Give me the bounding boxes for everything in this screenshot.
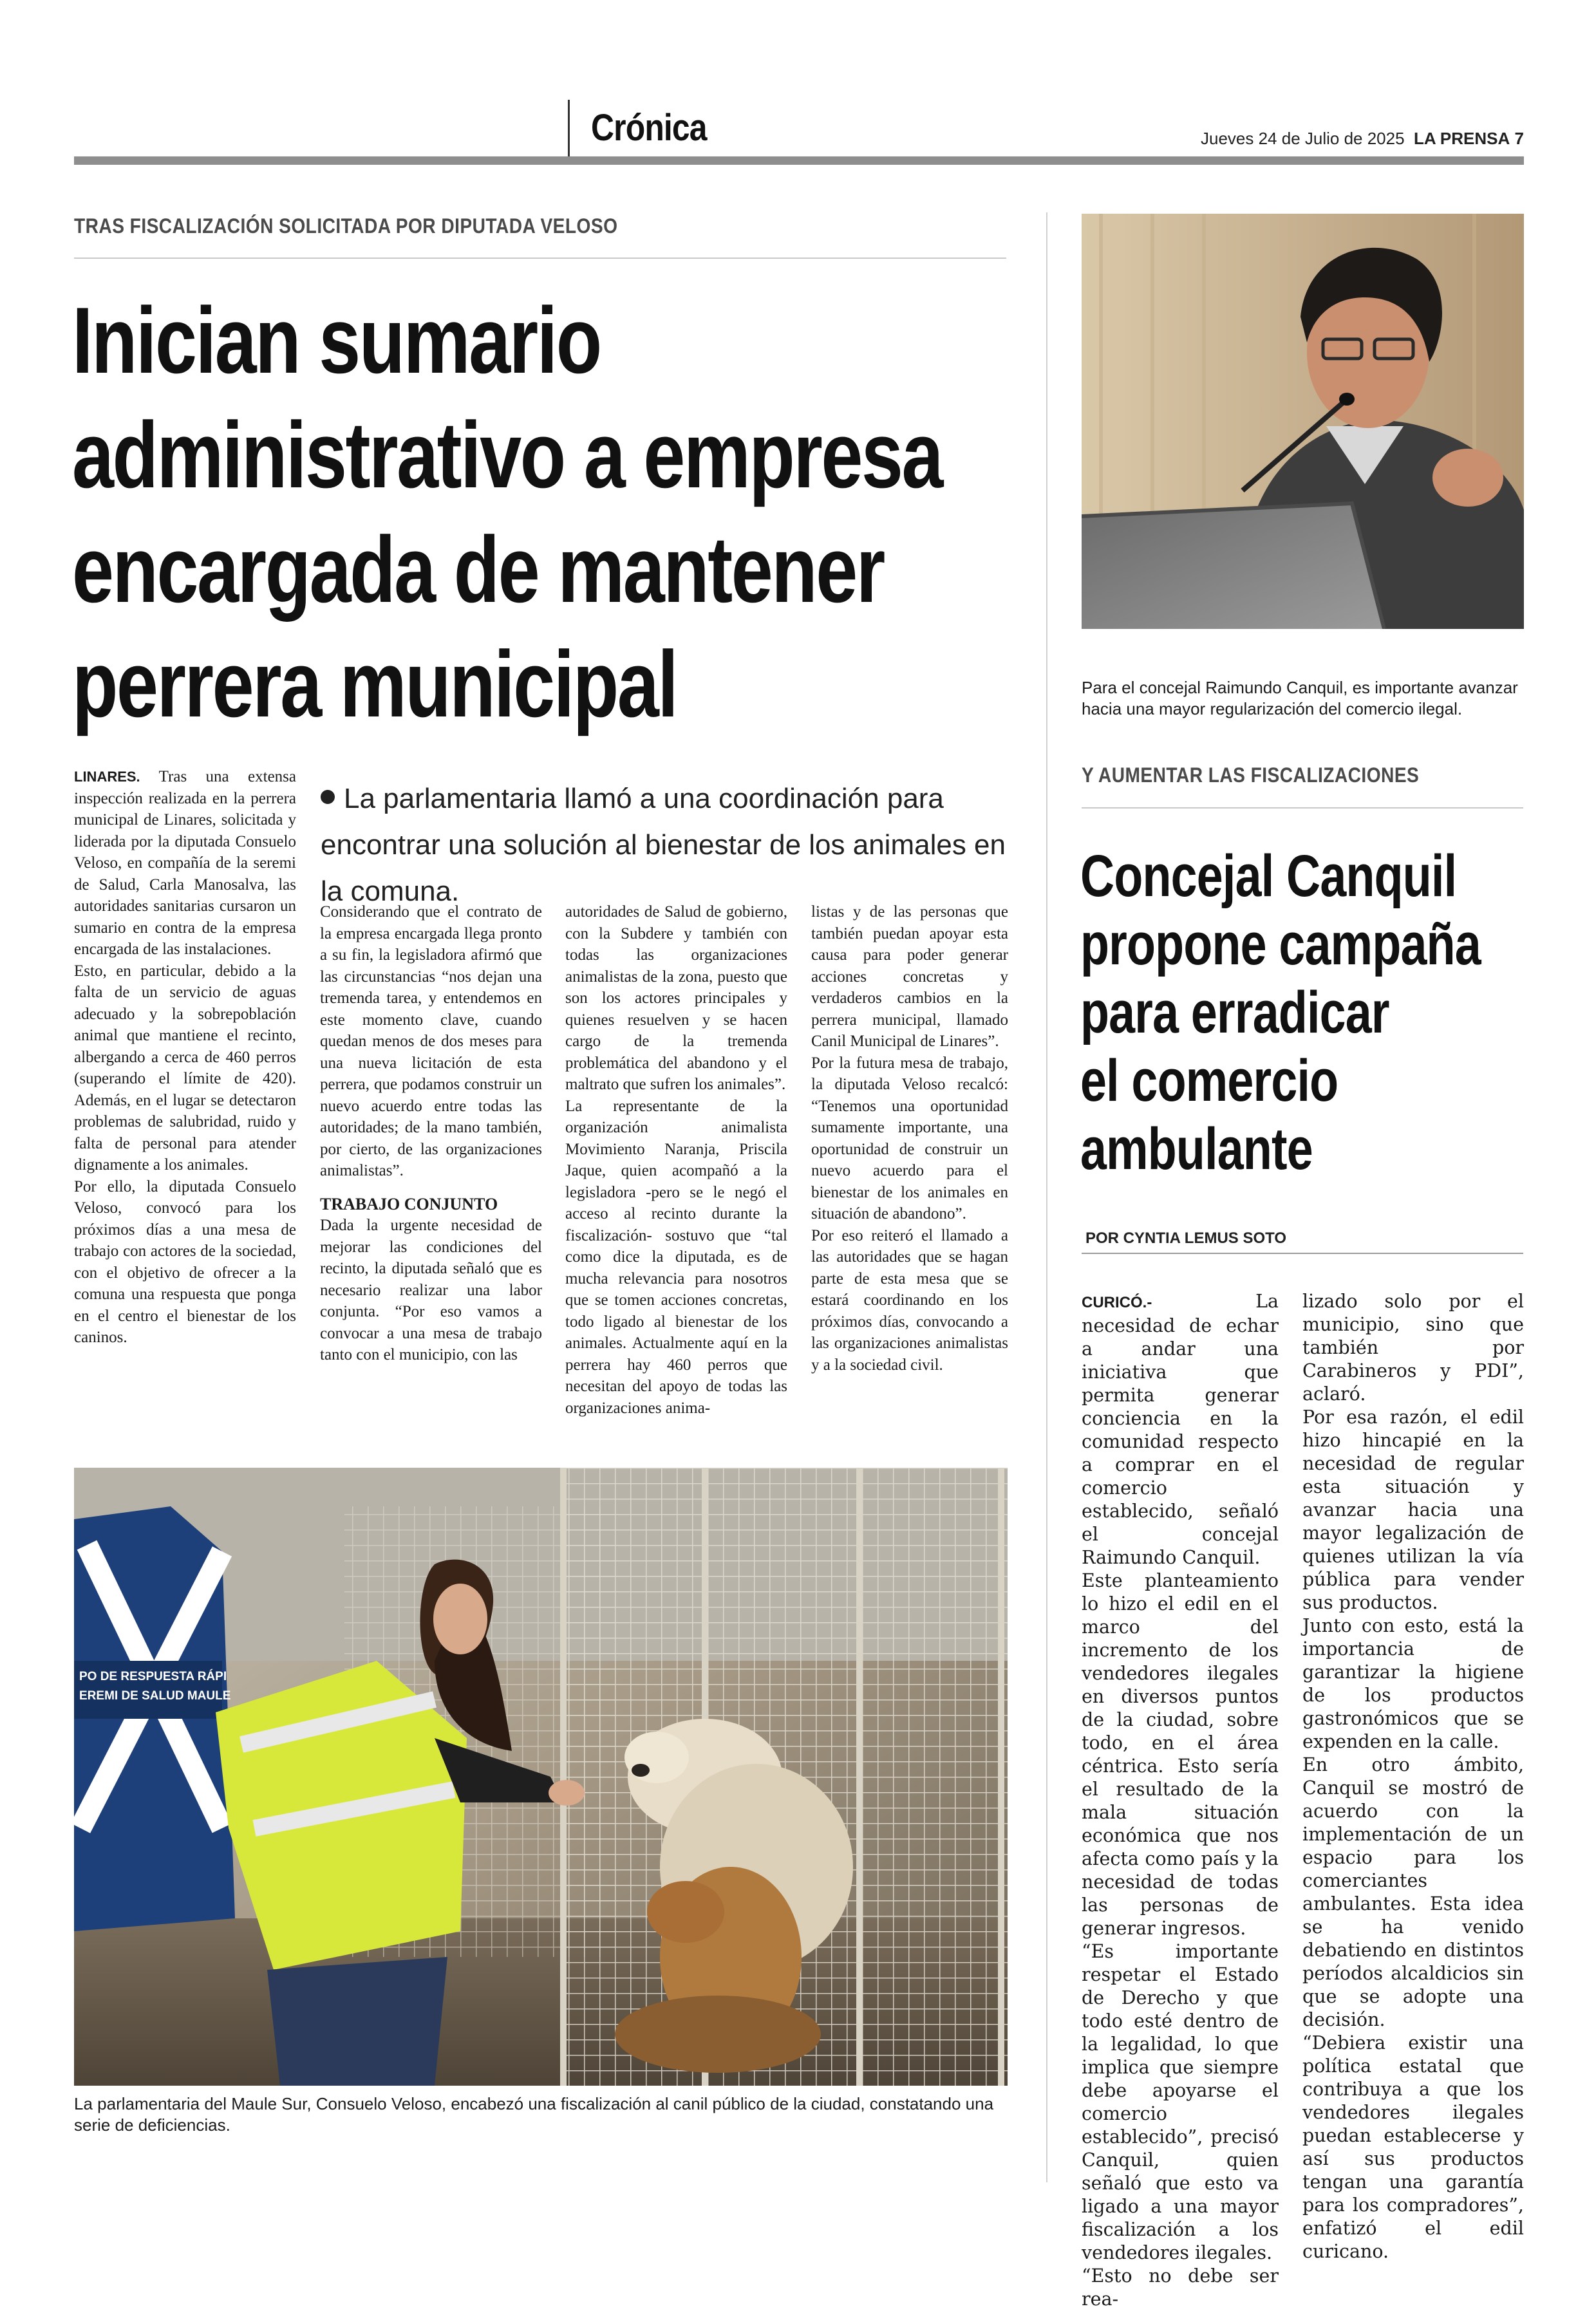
- main-column-1: [74, 766, 296, 1349]
- main-column-4: [811, 901, 1008, 1376]
- page-number: 7: [1514, 129, 1524, 148]
- headline-line: Inician sumario: [72, 288, 601, 393]
- paragraph: listas y de las personas que también puedan apoyar esta causa para poder generar acciones concretas y verdaderos cambios en la perrera municipal, llamado Canil Municipal de Linares”.: [811, 903, 1008, 1050]
- headline-line: administrativo a empresa: [72, 402, 943, 507]
- paragraph: Por ello, la diputada Consuelo Veloso, convocó para los próximos días a una mesa de trabajo con actores de la sociedad, con el objetivo de ofrecer a la comuna una respuesta que ponga en el centro el bienestar de los caninos.: [74, 1177, 296, 1346]
- kicker-rule: [74, 257, 1006, 259]
- side-column-2: [1302, 1290, 1524, 2263]
- main-photo-caption: La parlamentaria del Maule Sur, Consuelo Veloso, encabezó una fiscalización al canil público de la ciudad, constatando una serie de deficiencias.: [74, 2094, 994, 2135]
- side-column-1: [1082, 1290, 1279, 2311]
- headline-line: para erradicar: [1080, 980, 1389, 1045]
- paragraph: “Debiera existir una política estatal que contribuya a que los vendedores ilegales puedan establecerse y así sus productos tengan una garantía para los compradores”, enfatizó el edil curicano.: [1302, 2032, 1524, 2262]
- dateline: CURICÓ.-: [1082, 1294, 1152, 1311]
- column-divider: [1046, 212, 1047, 2182]
- side-photo-caption: Para el concejal Raimundo Canquil, es importante avanzar hacia una mayor regularización del comercio ilegal.: [1082, 678, 1518, 718]
- date-text: Jueves 24 de Julio de 2025: [1200, 129, 1405, 148]
- header-rule: [74, 156, 1524, 165]
- headline-line: encargada de mantener: [72, 517, 884, 622]
- side-headline: [1080, 842, 1581, 1183]
- main-column-3: [565, 901, 787, 1419]
- svg-text:EREMI DE SALUD MAULE: EREMI DE SALUD MAULE: [79, 1689, 231, 1703]
- byline: POR CYNTIA LEMUS SOTO: [1085, 1230, 1287, 1247]
- paragraph: LINARES. Tras una extensa inspección realizada en la perrera municipal de Linares, solicitada y liderada por la diputada Consuelo Veloso, en compañía de la seremi de Salud, Carla Manosalva, las autoridades sanitarias cursaron un sumario en contra de la empresa encargada de las instalaciones.: [74, 768, 296, 958]
- vest-text: PO DE RESPUESTA RÁPI: [79, 1670, 227, 1683]
- date-line: [1201, 129, 1524, 149]
- section-title: Crónica: [591, 107, 707, 149]
- paragraph: autoridades de Salud de gobierno, con la Subdere y también con todas las organizaciones animalistas de la zona, puesto que son los actores principales y quienes resuelven y se hacen cargo de la tremenda problemática del abandono y el maltrato que sufren los animales”.: [565, 903, 787, 1093]
- header-divider: [568, 100, 570, 161]
- paragraph: Considerando que el contrato de la empresa encargada llega pronto a su fin, la legisladora afirmó que las circunstancias “nos dejan una tremenda tarea, y entendemos en este momento clave, cuando quedan menos de dos meses para una nueva licitación de esta perrera, que podamos construir un nuevo acuerdo entre todas las autoridades; de la mano también, por cierto, de las organizaciones animalistas”.: [320, 903, 542, 1179]
- paper-name: LA PRENSA: [1414, 129, 1510, 148]
- headline-line: propone campaña: [1080, 912, 1481, 977]
- headline-line: Concejal Canquil: [1080, 843, 1457, 909]
- main-headline: [72, 283, 1159, 742]
- headline-line: ambulante: [1080, 1116, 1313, 1182]
- subheading: TRABAJO CONJUNTO: [320, 1194, 498, 1213]
- main-column-2: [320, 901, 542, 1366]
- summary-bullet: [321, 776, 1009, 915]
- paragraph: “Es importante respetar el Estado de Derecho y que todo esté dentro de la legalidad, lo que implica que siempre debe apoyarse el comercio establecido”, precisó Canquil, quien señaló que esto va ligado a una mayor fiscalización a los vendedores ilegales.: [1082, 1941, 1279, 2263]
- bullet-text: La parlamentaria llamó a una coordinación para encontrar una solución al bienestar de los animales en la comuna.: [321, 783, 1006, 907]
- councilor-photo: [1082, 214, 1524, 629]
- paragraph: “Esto no debe ser rea-: [1082, 2265, 1279, 2310]
- paragraph: Por eso reiteró el llamado a las autoridades que se hagan parte de esta mesa que se estará coordinando en los próximos días, convocando a las organizaciones animalistas y a la sociedad civil.: [811, 1226, 1008, 1374]
- kennel-photo: [74, 1468, 1008, 2086]
- bullet-icon: [321, 790, 335, 804]
- paragraph: Esto, en particular, debido a la falta de un servicio de aguas adecuado y la sobrepoblación animal que mantiene el recinto, albergando a cerca de 460 perros (superando el límite de 420). Además, en el lugar se detectaron problemas de salubridad, ruido y falta de personal para atender dignamente a los animales.: [74, 962, 296, 1174]
- paragraph: CURICÓ.- La necesidad de echar a andar una iniciativa que permita generar conciencia en la comunidad respecto a comprar en el comercio establecido, señaló el concejal Raimundo Canquil.: [1082, 1291, 1279, 1568]
- paragraph: Dada la urgente necesidad de mejorar las condiciones del recinto, la diputada señaló que es necesario realizar una labor conjunta. “Por eso vamos a convocar a una mesa de trabajo tanto con el municipio, con las: [320, 1217, 542, 1363]
- dateline: LINARES.: [74, 769, 140, 785]
- paragraph: Por la futura mesa de trabajo, la diputada Veloso recalcó: “Tenemos una oportunidad sumamente importante, una oportunidad de construir un nuevo acuerdo para el bienestar de los animales en situación de abandono”.: [811, 1054, 1008, 1222]
- main-kicker: TRAS FISCALIZACIÓN SOLICITADA POR DIPUTADA VELOSO: [74, 214, 618, 238]
- paragraph: La representante de la organización animalista Movimiento Naranja, Priscila Jaque, quien acompañó a la legisladora -pero se le negó el acceso al recinto durante la fiscalización- sostuvo que “tal como dice la diputada, es de mucha relevancia para nosotros que se tomen acciones concretas, todo ligado al bienestar de los animales. Actualmente aquí en la perrera hay 460 perros que necesitan del apoyo de todas las organizaciones anima-: [565, 1097, 787, 1417]
- paragraph: Por esa razón, el edil hizo hincapié en la necesidad de regular esta situación y avanzar hacia una mayor legalización de quienes utilizan la vía pública para vender sus productos.: [1302, 1407, 1524, 1613]
- paragraph: Este planteamiento lo hizo el edil en el marco del incremento de los vendedores ilegales en diversos puntos de la ciudad, sobre todo, en el área céntrica. Esto sería el resultado de la mala situación económica que nos afecta como país y la necesidad de todas las personas de generar ingresos.: [1082, 1570, 1279, 1939]
- paragraph: En otro ámbito, Canquil se mostró de acuerdo con la implementación de un espacio para los comerciantes ambulantes. Esta idea se ha venido debatiendo en distintos períodos alcaldicios sin que se adopte una decisión.: [1302, 1754, 1524, 2030]
- headline-line: perrera municipal: [72, 632, 677, 736]
- byline-rule: [1082, 1253, 1523, 1254]
- paragraph: Junto con esto, está la importancia de garantizar la higiene de los productos gastronómicos que se expenden en la calle.: [1302, 1615, 1524, 1752]
- paragraph: lizado solo por el municipio, sino que también por Carabineros y PDI”, aclaró.: [1302, 1291, 1524, 1405]
- headline-line: el comercio: [1080, 1048, 1338, 1114]
- side-kicker-rule: [1082, 807, 1523, 809]
- side-kicker: Y AUMENTAR LAS FISCALIZACIONES: [1082, 763, 1420, 787]
